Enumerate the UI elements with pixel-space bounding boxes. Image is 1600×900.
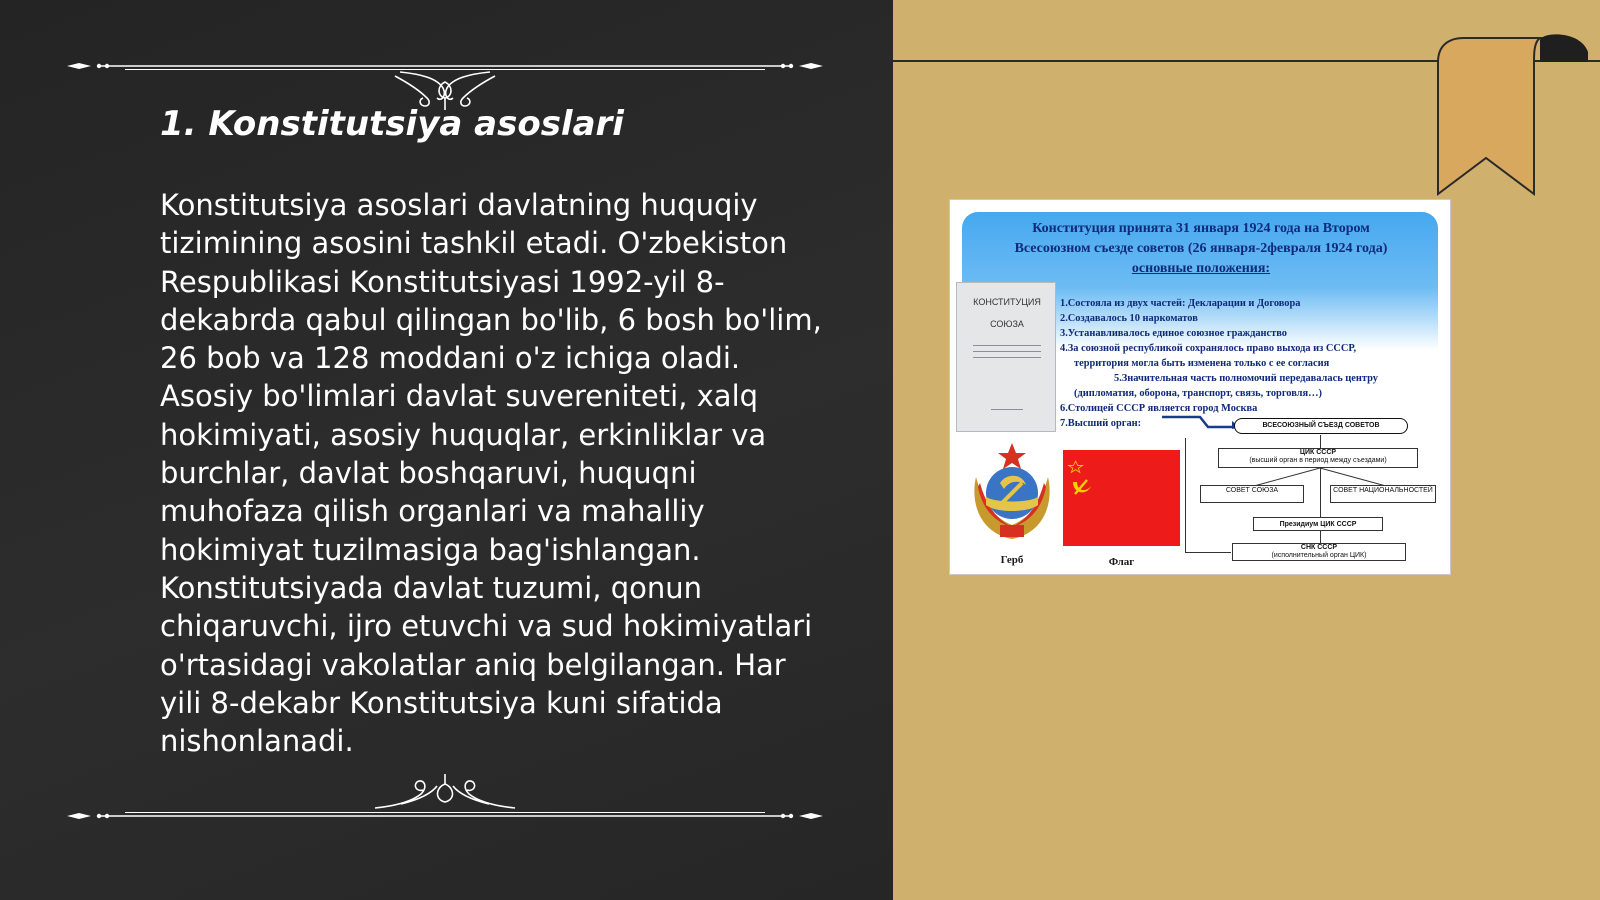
figure-points-list [1060, 296, 1446, 431]
figure-point: 3.Устанавливалось единое союзное гражданство [1060, 328, 1287, 339]
org-union-soviet-label: СОВЕТ СОЮЗА [1225, 487, 1279, 494]
bookmark-ribbon-icon [1430, 32, 1600, 202]
org-cik-box [1218, 448, 1418, 468]
figure-point: 4.За союзной республикой сохранялось право выхода из СССР, [1060, 343, 1357, 354]
org-snk-subtitle: (исполнительный орган ЦИК) [1271, 552, 1367, 559]
org-congress-box [1234, 418, 1408, 434]
org-presidium-label: Президиум ЦИК СССР [1279, 521, 1357, 528]
figure-point: территория могла быть изменена только с ее согласия [1074, 358, 1330, 369]
book-cover-title: КОНСТИТУЦИЯ [973, 297, 1041, 307]
ussr-flag [1063, 450, 1180, 546]
org-snk-box [1232, 543, 1406, 561]
figure-title-line-2: Всесоюзном съезде советов (26 января-2февраля 1924 года) [1014, 241, 1388, 256]
figure-point: (дипломатия, оборона, транспорт, связь, торговля…) [1074, 388, 1322, 399]
book-cover-rule [991, 409, 1023, 410]
figure-point: 7.Высший орган: [1060, 418, 1142, 429]
org-nationalities-soviet-label: СОВЕТ НАЦИОНАЛЬНОСТЕЙ [1333, 487, 1433, 494]
slide-body-text: Konstitutsiya asoslari davlatning huquqiy tizimining asosini tashkil etadi. O'zbekiston Respublikasi Konstitutsiyasi 1992-yil 8-dekabrda qabul qilingan bo'lib, 6 bosh bo'lim, 26 bob va 128 moddani o'z ichiga oladi. Asosiy bo'limlari davlat suvereniteti, xalq hokimiyati, asosiy huquqlar, erkinliklar va burchlar, davlat boshqaruvi, huquqni muhofaza qilish organlari va mahalliy hokimiyat tuzilmasiga bag'ishlangan. Konstitutsiyada davlat tuzumi, qonun chiqaruvchi, ijro etuvchi va sud hokimiyatlari o'rtasidagi vakolatlar aniq belgilangan. Har yili 8-dekabr Konstitutsiya kuni sifatida nishonlanadi. [160, 188, 822, 759]
slide-title: 1. Konstitutsiya asoslari [160, 104, 624, 144]
org-snk-title: СНК СССР [1300, 544, 1338, 551]
figure-point: 5.Значительная часть полномочий передавалась центру [1114, 373, 1378, 384]
org-nationalities-soviet-box [1330, 485, 1436, 503]
book-cover-rule [973, 345, 1041, 346]
arrow-icon [1160, 415, 1242, 429]
org-connector [1185, 552, 1231, 553]
book-cover-rule [973, 357, 1041, 358]
constitution-book-cover [956, 282, 1056, 432]
org-union-soviet-box [1200, 485, 1304, 503]
org-connector [1320, 531, 1321, 543]
hammer-sickle-icon [1063, 450, 1180, 546]
figure-point: 2.Создавалось 10 наркоматов [1060, 313, 1198, 324]
constitution-1924-image [949, 199, 1451, 575]
top-ornament-divider [65, 52, 825, 112]
org-presidium-box [1253, 517, 1383, 531]
org-cik-subtitle: (высший орган в период между съездами) [1249, 457, 1387, 464]
flag-label: Флаг [1108, 556, 1135, 568]
org-connector [1185, 438, 1186, 552]
figure-point: 1.Состояла из двух частей: Декларации и Договора [1060, 298, 1301, 309]
figure-point: 6.Столицей СССР является город Москва [1060, 403, 1258, 414]
book-cover-rule [973, 351, 1041, 352]
book-cover-subtitle: СОЮЗА [990, 319, 1024, 329]
figure-title-line-1: Конституция принята 31 января 1924 года на Втором [1032, 221, 1370, 236]
org-connector [1320, 435, 1321, 448]
emblem-label: Герб [1000, 554, 1024, 566]
ussr-emblem-icon [966, 443, 1058, 545]
bottom-ornament-divider [65, 770, 825, 830]
org-congress-label: ВСЕСОЮЗНЫЙ СЪЕЗД СОВЕТОВ [1262, 422, 1380, 429]
org-cik-title: ЦИК СССР [1299, 449, 1337, 456]
figure-title-line-3: основные положения: [1131, 261, 1271, 276]
